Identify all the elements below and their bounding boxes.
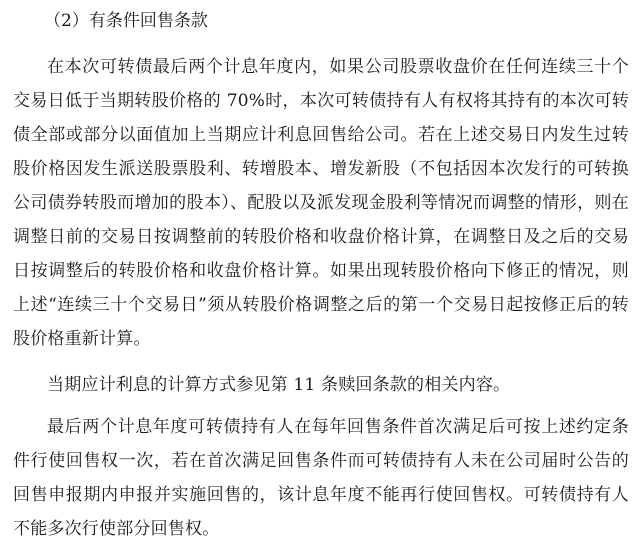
section-heading: （2）有条件回售条款: [44, 11, 208, 31]
paragraph-putback-exercise: 最后两个计息年度可转债持有人在每年回售条件首次满足后可按上述约定条件行使回售权一次，若在首次满足回售条件而可转债持有人未在公司届时公告的回售申报期内申报并实施回售的，该计息年度不能再行使回售权。可转债持有人不能多次行使部分回售权。: [13, 417, 629, 539]
paragraph-accrued-interest: 当期应计利息的计算方式参见第 11 条赎回条款的相关内容。: [47, 375, 511, 395]
paragraph-conditional-putback: 在本次可转债最后两个计息年度内，如果公司股票收盘价在任何连续三十个交易日低于当期转股价格的 70%时，本次可转债持有人有权将其持有的本次可转债全部或部分以面值加上当期应计利息回售给公司。若在上述交易日内发生过转股价格因发生派送股票股利、转增股本、增发新股（不包括因本次发行的可转换公司债券转股而增加的股本）、配股以及派发现金股利等情况而调整的情形，则在调整日前的交易日按调整前的转股价格和收盘价格计算，在调整日及之后的交易日按调整后的转股价格和收盘价格计算。如果出现转股价格向下修正的情况，则上述“连续三十个交易日”须从转股价格调整之后的第一个交易日起按修正后的转股价格重新计算。: [13, 57, 629, 349]
